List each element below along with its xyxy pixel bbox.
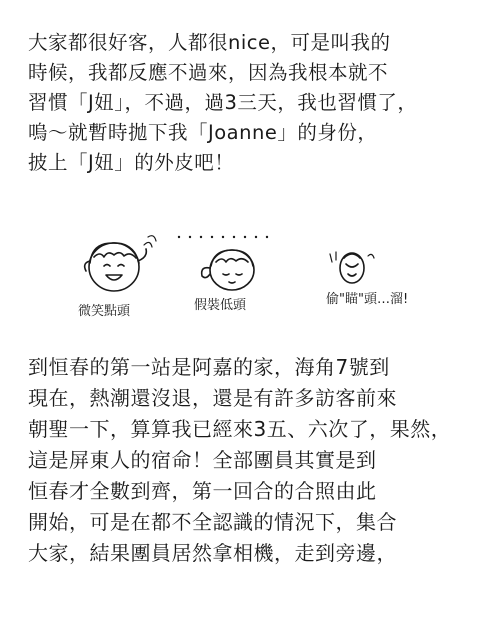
text-line: 大家都很好客，人都很nice，可是叫我的 bbox=[28, 31, 391, 54]
caption-sneak-peek: 偷"瞄"頭…溜! bbox=[326, 292, 409, 307]
text-line: 到恒春的第一站是阿嘉的家，海角7號到 bbox=[28, 355, 390, 379]
text-line: 現在，熱潮還沒退，還是有許多訪客前來 bbox=[28, 386, 397, 410]
text-line: 習慣「J妞」，不過，過3三天，我也習慣了， bbox=[28, 91, 418, 114]
text-line: 恒春才全數到齊，第一回合的合照由此 bbox=[28, 479, 377, 503]
text-line: 時候，我都反應不過來，因為我根本就不 bbox=[28, 61, 389, 84]
text-line: 披上「J妞」的外皮吧！ bbox=[28, 151, 235, 174]
caption-pretend-look-down: 假裝低頭 bbox=[194, 298, 247, 313]
smiling-face-drawing bbox=[78, 233, 158, 302]
caption-smile-nod: 微笑點頭 bbox=[78, 304, 131, 319]
sneaking-head-drawing bbox=[322, 248, 382, 292]
paragraph-1 bbox=[28, 28, 478, 178]
text-line: 嗚～就暫時拋下我「Joanne」的身份， bbox=[28, 121, 378, 144]
text-line: 這是屏東人的宿命！全部團員其實是到 bbox=[28, 448, 377, 472]
text-line: 朝聖一下，算算我已經來3五、六次了，果然， bbox=[28, 417, 452, 441]
text-line: 開始，可是在都不全認識的情況下，集合 bbox=[28, 510, 397, 534]
text-line: 大家，結果團員居然拿相機，走到旁邊， bbox=[28, 541, 397, 565]
dotted-divider bbox=[175, 225, 275, 231]
paragraph-2 bbox=[28, 352, 478, 569]
looking-down-face-drawing bbox=[196, 244, 266, 298]
